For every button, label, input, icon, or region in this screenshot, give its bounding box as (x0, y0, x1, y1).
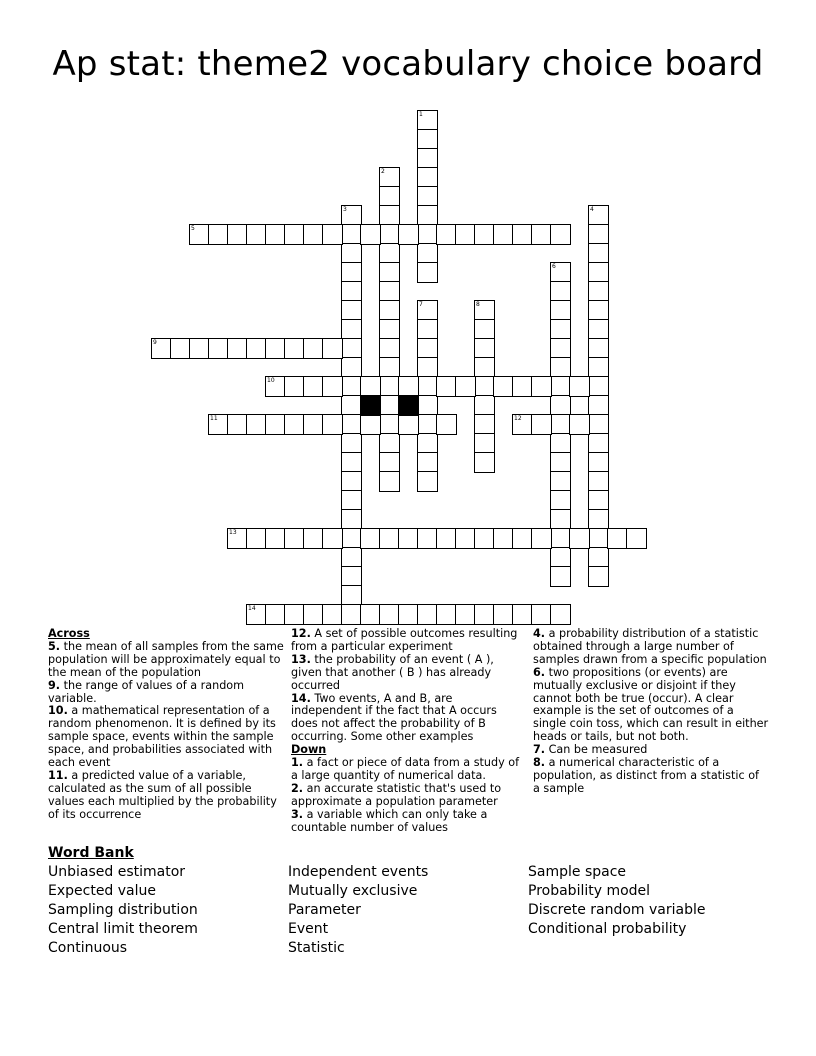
grid-cell[interactable] (474, 376, 495, 397)
cell-number: 13 (229, 529, 237, 536)
word-bank-item: Parameter (288, 902, 361, 918)
grid-cell[interactable] (284, 528, 305, 549)
grid-cell[interactable] (588, 471, 609, 492)
grid-cell[interactable] (474, 433, 495, 454)
cell-number: 9 (153, 339, 157, 346)
clue-across-14 (291, 693, 521, 745)
grid-cell[interactable] (417, 452, 438, 473)
grid-cell[interactable] (341, 300, 362, 321)
grid-cell[interactable] (417, 414, 438, 435)
grid-cell[interactable] (379, 186, 400, 207)
grid-cell[interactable] (265, 224, 286, 245)
grid-cell[interactable] (303, 528, 324, 549)
grid-cell[interactable] (379, 452, 400, 473)
grid-cell[interactable] (265, 528, 286, 549)
grid-cell[interactable] (341, 433, 362, 454)
word-bank-item: Event (288, 921, 329, 937)
grid-cell[interactable] (588, 566, 609, 587)
grid-cell[interactable] (474, 300, 495, 321)
grid-cell[interactable] (170, 338, 191, 359)
cell-number: 11 (210, 415, 218, 422)
clue-number: 3. (291, 807, 304, 821)
grid-cell[interactable] (588, 338, 609, 359)
grid-cell[interactable] (588, 452, 609, 473)
word-bank-item: Sample space (528, 864, 627, 880)
clue-number: 6. (533, 665, 546, 679)
grid-cell[interactable] (588, 281, 609, 302)
grid-cell[interactable] (322, 338, 343, 359)
grid-cell[interactable] (246, 224, 267, 245)
grid-cell[interactable] (550, 338, 571, 359)
grid-cell[interactable] (550, 490, 571, 511)
grid-cell[interactable] (417, 243, 438, 264)
cell-number: 5 (191, 225, 195, 232)
clue-number: 1. (291, 756, 304, 770)
grid-cell[interactable] (360, 376, 381, 397)
grid-cell[interactable] (227, 338, 248, 359)
grid-cell[interactable] (208, 338, 229, 359)
grid-cell[interactable] (398, 604, 419, 625)
grid-cell[interactable] (322, 604, 343, 625)
grid-cell[interactable] (512, 414, 533, 435)
grid-cell[interactable] (550, 300, 571, 321)
grid-cell[interactable] (360, 224, 381, 245)
grid-cell[interactable] (341, 528, 362, 549)
grid-cell[interactable] (474, 319, 495, 340)
grid-cell[interactable] (322, 528, 343, 549)
grid-cell[interactable] (436, 376, 457, 397)
cell-number: 6 (552, 263, 556, 270)
clue-down-6 (533, 667, 769, 744)
clue-across-12 (291, 628, 521, 654)
clue-number: 8. (533, 756, 546, 770)
grid-cell[interactable] (588, 414, 609, 435)
grid-cell[interactable] (341, 414, 362, 435)
clue-text: Two events, A and B, are independent if the fact that A occurs does not affect the probability of B occurring. Some other examples (291, 691, 497, 744)
cell-number: 14 (248, 605, 256, 612)
across-heading: Across (48, 627, 90, 640)
grid-cell[interactable] (417, 528, 438, 549)
grid-cell[interactable] (550, 452, 571, 473)
grid-cell[interactable] (588, 205, 609, 226)
grid-cell[interactable] (550, 395, 571, 416)
grid-cell[interactable] (341, 547, 362, 568)
grid-cell[interactable] (512, 376, 533, 397)
word-bank-item: Expected value (48, 883, 157, 899)
grid-cell[interactable] (588, 433, 609, 454)
grid-cell[interactable] (341, 395, 362, 416)
cell-number: 7 (419, 301, 423, 308)
clue-across-5 (48, 641, 284, 680)
clues-column-3 (533, 628, 769, 796)
grid-cell[interactable] (550, 528, 571, 549)
grid-cell[interactable] (284, 604, 305, 625)
grid-cell[interactable] (626, 528, 647, 549)
clue-down-4 (533, 628, 769, 667)
word-bank-item: Discrete random variable (528, 902, 706, 918)
grid-cell[interactable] (607, 528, 628, 549)
grid-cell[interactable] (379, 281, 400, 302)
grid-cell[interactable] (550, 319, 571, 340)
grid-cell[interactable] (341, 585, 362, 606)
grid-cell[interactable] (398, 528, 419, 549)
grid-cell[interactable] (588, 300, 609, 321)
clue-text: the mean of all samples from the same population will be approximately equal to the mean of the population (48, 639, 284, 679)
grid-cell[interactable] (227, 224, 248, 245)
grid-cell[interactable] (417, 604, 438, 625)
clue-text: a predicted value of a variable, calculated as the sum of all possible values each multiplied by the probability of its occurrence (48, 768, 277, 821)
grid-cell[interactable] (550, 281, 571, 302)
grid-cell[interactable] (417, 338, 438, 359)
grid-cell[interactable] (360, 414, 381, 435)
grid-cell[interactable] (265, 338, 286, 359)
clue-text: a fact or piece of data from a study of a large quantity of numerical data. (291, 756, 520, 782)
clue-text: two propositions (or events) are mutually exclusive or disjoint if they cannot both be true (occur). A clear example is the set of outcomes of a single coin toss, which can result in either heads or tails, but not both. (533, 665, 769, 744)
cell-number: 8 (476, 301, 480, 308)
grid-cell[interactable] (341, 452, 362, 473)
grid-cell[interactable] (379, 205, 400, 226)
grid-cell[interactable] (550, 224, 571, 245)
grid-cell[interactable] (550, 471, 571, 492)
grid-cell[interactable] (417, 224, 438, 245)
grid-cell[interactable] (531, 414, 552, 435)
grid-cell[interactable] (436, 604, 457, 625)
grid-cell[interactable] (379, 338, 400, 359)
grid-cell[interactable] (493, 528, 514, 549)
word-bank-item: Probability model (528, 883, 651, 899)
clue-down-3 (291, 809, 521, 835)
grid-cell[interactable] (246, 414, 267, 435)
grid-cell[interactable] (588, 395, 609, 416)
grid-cell[interactable] (550, 509, 571, 530)
grid-cell[interactable] (531, 604, 552, 625)
grid-cell[interactable] (341, 604, 362, 625)
grid-cell[interactable] (588, 376, 609, 397)
grid-cell[interactable] (265, 414, 286, 435)
grid-cell[interactable] (550, 604, 571, 625)
grid-cell[interactable] (417, 110, 438, 131)
grid-cell[interactable] (265, 604, 286, 625)
grid-cell[interactable] (303, 376, 324, 397)
grid-cell[interactable] (379, 319, 400, 340)
grid-cell[interactable] (474, 452, 495, 473)
clues-column-1 (48, 628, 284, 822)
grid-cell[interactable] (189, 224, 210, 245)
grid-cell[interactable] (455, 528, 476, 549)
grid-cell[interactable] (550, 547, 571, 568)
grid-cell[interactable] (512, 224, 533, 245)
grid-cell[interactable] (550, 376, 571, 397)
clue-down-2 (291, 783, 521, 809)
cell-number: 1 (419, 111, 423, 118)
grid-cell[interactable] (588, 490, 609, 511)
grid-cell[interactable] (341, 319, 362, 340)
grid-cell[interactable] (341, 490, 362, 511)
grid-cell[interactable] (493, 376, 514, 397)
clue-number: 12. (291, 627, 311, 640)
grid-cell[interactable] (265, 376, 286, 397)
word-bank-item: Continuous (48, 940, 128, 956)
grid-cell[interactable] (284, 338, 305, 359)
grid-cell[interactable] (322, 224, 343, 245)
grid-cell[interactable] (512, 604, 533, 625)
grid-cell[interactable] (322, 376, 343, 397)
grid-cell[interactable] (455, 224, 476, 245)
grid-cell[interactable] (303, 604, 324, 625)
clue-text: a numerical characteristic of a population, as distinct from a statistic of a sample (533, 756, 759, 795)
clue-across-10 (48, 705, 284, 770)
black-square (360, 395, 381, 416)
grid-cell[interactable] (379, 167, 400, 188)
grid-cell[interactable] (417, 167, 438, 188)
grid-cell[interactable] (246, 604, 267, 625)
grid-cell[interactable] (379, 224, 400, 245)
grid-cell[interactable] (189, 338, 210, 359)
grid-cell[interactable] (303, 338, 324, 359)
grid-cell[interactable] (379, 528, 400, 549)
grid-cell[interactable] (569, 376, 590, 397)
grid-cell[interactable] (493, 224, 514, 245)
cell-number: 2 (381, 168, 385, 175)
grid-cell[interactable] (417, 357, 438, 378)
grid-cell[interactable] (341, 509, 362, 530)
grid-cell[interactable] (531, 224, 552, 245)
word-bank-title: Word Bank (48, 845, 134, 861)
grid-cell[interactable] (341, 205, 362, 226)
grid-cell[interactable] (379, 300, 400, 321)
grid-cell[interactable] (417, 319, 438, 340)
grid-cell[interactable] (474, 528, 495, 549)
grid-cell[interactable] (588, 528, 609, 549)
cell-number: 4 (590, 206, 594, 213)
grid-cell[interactable] (208, 414, 229, 435)
grid-cell[interactable] (474, 338, 495, 359)
word-bank-column-1 (48, 863, 198, 958)
grid-cell[interactable] (379, 262, 400, 283)
grid-cell[interactable] (550, 262, 571, 283)
grid-cell[interactable] (360, 528, 381, 549)
grid-cell[interactable] (246, 338, 267, 359)
grid-cell[interactable] (417, 300, 438, 321)
grid-cell[interactable] (398, 376, 419, 397)
clue-number: 9. (48, 678, 61, 692)
clue-text: the range of values of a random variable. (48, 678, 245, 705)
word-bank-item: Central limit theorem (48, 921, 198, 937)
grid-cell[interactable] (588, 224, 609, 245)
clue-text: the probability of an event ( A ), given that another ( B ) has already occurred (291, 652, 494, 692)
grid-cell[interactable] (341, 471, 362, 492)
clue-text: an accurate statistic that's used to approximate a population parameter (291, 781, 502, 808)
grid-cell[interactable] (588, 243, 609, 264)
word-bank-item: Independent events (288, 864, 429, 880)
grid-cell[interactable] (284, 224, 305, 245)
grid-cell[interactable] (588, 509, 609, 530)
grid-cell[interactable] (398, 414, 419, 435)
cell-number: 3 (343, 206, 347, 213)
grid-cell[interactable] (246, 528, 267, 549)
grid-cell[interactable] (512, 528, 533, 549)
grid-cell[interactable] (379, 243, 400, 264)
clue-text: Can be measured (548, 743, 648, 757)
grid-cell[interactable] (436, 414, 457, 435)
grid-cell[interactable] (303, 414, 324, 435)
grid-cell[interactable] (341, 338, 362, 359)
clue-number: 13. (291, 652, 311, 666)
grid-cell[interactable] (436, 224, 457, 245)
clue-number: 4. (533, 627, 546, 640)
grid-cell[interactable] (417, 129, 438, 150)
clue-number: 10. (48, 704, 68, 718)
grid-cell[interactable] (531, 376, 552, 397)
cell-number: 12 (514, 415, 522, 422)
word-bank-column-3 (528, 863, 706, 939)
clue-text: A set of possible outcomes resulting from a particular experiment (291, 627, 518, 653)
grid-cell[interactable] (417, 471, 438, 492)
word-bank-item: Conditional probability (528, 921, 687, 937)
grid-cell[interactable] (417, 186, 438, 207)
grid-cell[interactable] (341, 281, 362, 302)
grid-cell[interactable] (474, 395, 495, 416)
clue-text: a mathematical representation of a random phenomenon. It is defined by its sample space, events within the sample space, and probabilities associated with each event (48, 704, 276, 770)
grid-cell[interactable] (417, 433, 438, 454)
clues-column-2 (291, 628, 521, 835)
grid-cell[interactable] (455, 376, 476, 397)
grid-cell[interactable] (341, 357, 362, 378)
grid-cell[interactable] (455, 604, 476, 625)
word-bank-item: Unbiased estimator (48, 864, 186, 880)
black-square (398, 395, 419, 416)
clue-number: 11. (48, 768, 68, 782)
grid-cell[interactable] (493, 604, 514, 625)
grid-cell[interactable] (284, 414, 305, 435)
grid-cell[interactable] (379, 471, 400, 492)
grid-cell[interactable] (588, 262, 609, 283)
grid-cell[interactable] (208, 224, 229, 245)
grid-cell[interactable] (341, 376, 362, 397)
clue-down-1 (291, 757, 521, 783)
grid-cell[interactable] (417, 148, 438, 169)
grid-cell[interactable] (379, 433, 400, 454)
grid-cell[interactable] (569, 414, 590, 435)
clue-across-9 (48, 680, 284, 706)
clue-across-11 (48, 770, 284, 822)
word-bank-item: Sampling distribution (48, 902, 198, 918)
clue-number: 7. (533, 743, 546, 757)
clue-number: 14. (291, 691, 311, 705)
grid-cell[interactable] (417, 376, 438, 397)
cell-number: 10 (267, 377, 275, 384)
grid-cell[interactable] (379, 357, 400, 378)
grid-cell[interactable] (588, 357, 609, 378)
word-bank-item: Mutually exclusive (288, 883, 418, 899)
grid-cell[interactable] (588, 547, 609, 568)
grid-cell[interactable] (417, 205, 438, 226)
grid-cell[interactable] (341, 224, 362, 245)
grid-cell[interactable] (379, 395, 400, 416)
grid-cell[interactable] (341, 243, 362, 264)
grid-cell[interactable] (588, 319, 609, 340)
grid-cell[interactable] (227, 414, 248, 435)
grid-cell[interactable] (417, 262, 438, 283)
grid-cell[interactable] (474, 357, 495, 378)
grid-cell[interactable] (569, 528, 590, 549)
grid-cell[interactable] (341, 262, 362, 283)
clue-down-8 (533, 757, 769, 796)
word-bank-item: Statistic (288, 940, 345, 956)
grid-cell[interactable] (531, 528, 552, 549)
grid-cell[interactable] (550, 357, 571, 378)
clue-text: a probability distribution of a statistic obtained through a large number of samples drawn from a specific population (533, 627, 767, 666)
grid-cell[interactable] (227, 528, 248, 549)
grid-cell[interactable] (550, 433, 571, 454)
grid-cell[interactable] (417, 395, 438, 416)
grid-cell[interactable] (151, 338, 172, 359)
grid-cell[interactable] (550, 566, 571, 587)
down-heading: Down (291, 743, 327, 757)
clue-number: 5. (48, 639, 61, 653)
clue-across-13 (291, 654, 521, 693)
grid-cell[interactable] (379, 604, 400, 625)
grid-cell[interactable] (284, 376, 305, 397)
word-bank-column-2 (288, 863, 428, 958)
clue-number: 2. (291, 781, 304, 795)
grid-cell[interactable] (474, 224, 495, 245)
grid-cell[interactable] (322, 414, 343, 435)
grid-cell[interactable] (550, 414, 571, 435)
grid-cell[interactable] (341, 566, 362, 587)
grid-cell[interactable] (436, 528, 457, 549)
grid-cell[interactable] (360, 604, 381, 625)
grid-cell[interactable] (303, 224, 324, 245)
grid-cell[interactable] (474, 414, 495, 435)
grid-cell[interactable] (379, 376, 400, 397)
grid-cell[interactable] (379, 414, 400, 435)
clue-text: a variable which can only take a countable number of values (291, 807, 488, 834)
grid-cell[interactable] (474, 604, 495, 625)
grid-cell[interactable] (398, 224, 419, 245)
page-title: Ap stat: theme2 vocabulary choice board (52, 44, 764, 84)
word-bank (48, 844, 778, 956)
